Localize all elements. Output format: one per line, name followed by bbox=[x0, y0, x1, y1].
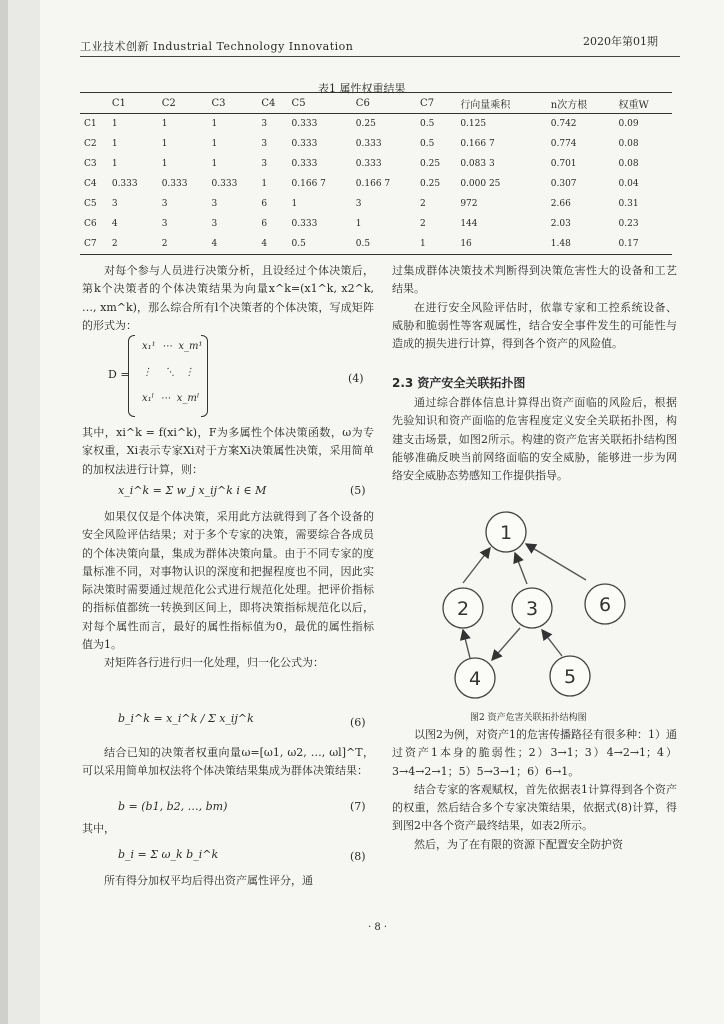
table-row bbox=[80, 174, 672, 194]
table-cell: 0.701 bbox=[550, 159, 577, 169]
table-cell: 1 bbox=[261, 179, 268, 189]
edge-6-1 bbox=[526, 544, 586, 580]
table-cell: 4 bbox=[208, 234, 258, 255]
left-column bbox=[82, 262, 374, 335]
table-cell: 0.166 7 bbox=[291, 179, 326, 189]
equation-7: b = (b1, b2, …, bm) bbox=[118, 800, 228, 813]
page-number: · 8 · bbox=[368, 922, 388, 933]
table-cell: 4 bbox=[111, 219, 118, 229]
table-row bbox=[80, 114, 672, 135]
asset-topology-graph bbox=[430, 508, 660, 708]
table-cell: 3 bbox=[355, 199, 362, 209]
table-cell: 6 bbox=[261, 219, 268, 229]
edge-5-3 bbox=[542, 630, 562, 656]
equation-8: b_i = Σ ω_k b_i^k bbox=[118, 848, 219, 861]
table-cell: 0.5 bbox=[420, 119, 435, 129]
table-cell: 0.333 bbox=[291, 219, 318, 229]
table-cell: C1 bbox=[84, 119, 97, 129]
equation-8-number: (8) bbox=[350, 850, 366, 863]
table-cell: 0.25 bbox=[420, 159, 441, 169]
right-column-2 bbox=[392, 394, 677, 485]
table-cell: 0.307 bbox=[550, 179, 577, 189]
column-header: C4 bbox=[257, 93, 287, 114]
section-heading: 2.3 资产安全关联拓扑图 bbox=[392, 376, 526, 390]
equation-6: b_i^k = x_i^k / Σ x_ij^k bbox=[118, 712, 254, 725]
table-cell: 3 bbox=[261, 119, 268, 129]
table-cell: 3 bbox=[211, 219, 218, 229]
table-cell: 1 bbox=[211, 119, 218, 129]
table-cell: 144 bbox=[460, 219, 478, 229]
table-cell: 1 bbox=[161, 139, 168, 149]
paragraph: 以图2为例，对资产1的危害传播路径有很多种：1）通过资产1本身的脆弱性；2）3→1；3）4→2→1；4）3→4→2→1；5）5→3→1；6）6→1。 bbox=[392, 728, 677, 778]
table-cell: 1 bbox=[111, 119, 118, 129]
table-row bbox=[80, 134, 672, 154]
paragraph: 过集成群体决策技术判断得到决策危害性大的设备和工艺结果。 bbox=[392, 264, 677, 296]
table-cell: 2 bbox=[420, 219, 426, 229]
column-header: n次方根 bbox=[547, 93, 615, 114]
table-cell: 0.742 bbox=[550, 119, 577, 129]
table-cell: 1 bbox=[161, 119, 168, 129]
table-cell: 0.25 bbox=[355, 119, 376, 129]
equation-7-number: (7) bbox=[350, 800, 366, 813]
table-cell: 2.66 bbox=[550, 199, 571, 209]
table-cell: 0.25 bbox=[420, 179, 441, 189]
left-column-2 bbox=[82, 424, 374, 479]
table-cell: C6 bbox=[84, 219, 97, 229]
left-column-3 bbox=[82, 508, 374, 673]
column-header: 权重W bbox=[615, 93, 673, 114]
node-label: 4 bbox=[468, 668, 482, 690]
table-cell: 0.333 bbox=[211, 179, 238, 189]
column-header bbox=[80, 93, 108, 114]
table-cell: 1 bbox=[355, 219, 362, 229]
table-cell: 0.774 bbox=[550, 139, 577, 149]
edge-3-1 bbox=[515, 553, 527, 584]
column-header: C1 bbox=[108, 93, 158, 114]
table-cell: 972 bbox=[460, 199, 478, 209]
table-cell: 0.31 bbox=[618, 199, 639, 209]
table-cell: 0.333 bbox=[291, 119, 318, 129]
table-row bbox=[80, 194, 672, 214]
journal-header: 工业技术创新 Industrial Technology Innovation bbox=[80, 40, 354, 53]
paragraph: 所有得分加权平均后得出资产属性评分，通 bbox=[104, 874, 313, 887]
node-label: 1 bbox=[499, 522, 513, 544]
table-cell: C7 bbox=[80, 234, 108, 255]
table-cell: 0.333 bbox=[355, 139, 382, 149]
table-cell: 1 bbox=[211, 139, 218, 149]
column-header: C2 bbox=[158, 93, 208, 114]
left-column-4 bbox=[82, 744, 374, 781]
table-cell: 0.166 7 bbox=[355, 179, 391, 189]
node-label: 5 bbox=[563, 666, 577, 688]
table-cell: 0.5 bbox=[352, 234, 416, 255]
table-cell: 1 bbox=[211, 159, 218, 169]
paragraph: 结合专家的客观赋权，首先依据表1计算得到各个资产的权重，然后结合多个专家决策结果，依据式(8)计算，得到图2中各个资产最终结果，如表2所示。 bbox=[392, 782, 677, 833]
header-rule bbox=[80, 56, 680, 57]
decision-matrix: x₁¹ ⋯ x_m¹ ⋮ ⋱ ⋮ x₁ˡ ⋯ x_mˡ bbox=[128, 335, 208, 415]
table-cell: C2 bbox=[84, 139, 97, 149]
table-cell: 3 bbox=[161, 199, 168, 209]
paragraph: 结合已知的决策者权重向量ω=[ω1, ω2, …, ωl]^T，可以采用简单加权法将个体决策结果集成为群体决策结果： bbox=[82, 746, 374, 778]
table-cell: 3 bbox=[161, 219, 168, 229]
left-column-5 bbox=[82, 872, 374, 890]
table-cell: 0.333 bbox=[161, 179, 188, 189]
table-cell: 0.5 bbox=[288, 234, 352, 255]
table-title: 表1 属性权重结果 bbox=[318, 82, 406, 95]
table-cell: 2 bbox=[158, 234, 208, 255]
table-cell: 1 bbox=[111, 139, 118, 149]
attribute-weight-table bbox=[80, 92, 672, 255]
table-cell: 0.5 bbox=[420, 139, 435, 149]
table-cell: 3 bbox=[111, 199, 118, 209]
table-cell: 6 bbox=[261, 199, 268, 209]
table-cell: 0.333 bbox=[355, 159, 382, 169]
table-cell: 3 bbox=[261, 159, 268, 169]
table-cell: 0.333 bbox=[291, 139, 318, 149]
edge-3-4 bbox=[492, 628, 520, 660]
edge-4-2 bbox=[463, 630, 470, 658]
table-cell: 3 bbox=[211, 199, 218, 209]
table-cell: 0.333 bbox=[291, 159, 318, 169]
table-row bbox=[80, 214, 672, 234]
equation-6-number: (6) bbox=[350, 716, 366, 729]
equation-4-number: (4) bbox=[348, 372, 364, 385]
paragraph: 然后，为了在有限的资源下配置安全防护资 bbox=[414, 837, 623, 851]
node-label: 2 bbox=[456, 598, 470, 620]
table-header-row bbox=[80, 93, 672, 114]
paragraph: 其中，xi^k = f(xi^k)，F为多属性个体决策函数，ω为专家权重，Xi表示专家Xi对于方案Xi决策属性决策，采用简单的加权法进行计算，则： bbox=[82, 426, 374, 476]
column-header: 行向量乘积 bbox=[456, 93, 546, 114]
table-cell: 0.17 bbox=[615, 234, 673, 255]
paragraph: 对矩阵各行进行归一化处理，归一化公式为： bbox=[104, 656, 324, 670]
equation-5: x_i^k = Σ w_j x_ij^k i ∈ M bbox=[118, 484, 267, 497]
table-cell: 0.333 bbox=[111, 179, 138, 189]
table-row bbox=[80, 154, 672, 174]
column-header: C7 bbox=[416, 93, 456, 114]
table-cell: 0.23 bbox=[618, 219, 639, 229]
equation-4-label: D = bbox=[108, 368, 130, 381]
table-cell: 1.48 bbox=[547, 234, 615, 255]
right-column-3 bbox=[392, 726, 677, 854]
table-cell: C5 bbox=[84, 199, 97, 209]
table-cell: 0.000 25 bbox=[460, 179, 501, 189]
matrix-left-bracket bbox=[128, 335, 135, 417]
paragraph: 对每个参与人员进行决策分析，且设经过个体决策后，第k个决策者的个体决策结果为向量x^k=(x1^k, x2^k, …, xm^k)，那么综合所有l个决策者的个体决策，写成矩阵的形式为： bbox=[82, 264, 374, 332]
table-cell: 0.09 bbox=[618, 119, 639, 129]
table-cell: 0.08 bbox=[618, 139, 639, 149]
table-row bbox=[80, 234, 672, 255]
table-cell: C4 bbox=[84, 179, 97, 189]
table-cell: 0.04 bbox=[618, 179, 639, 189]
table-cell: 2 bbox=[108, 234, 158, 255]
node-label: 3 bbox=[525, 598, 539, 620]
column-header: C5 bbox=[288, 93, 352, 114]
equation-5-number: (5) bbox=[350, 484, 366, 497]
table-cell: 0.08 bbox=[618, 159, 639, 169]
figure-caption: 图2 资产危害关联拓扑结构图 bbox=[470, 713, 587, 723]
table-cell: 3 bbox=[261, 139, 268, 149]
table-cell: 4 bbox=[257, 234, 287, 255]
column-header: C3 bbox=[208, 93, 258, 114]
right-column bbox=[392, 262, 677, 353]
page-edge bbox=[0, 0, 8, 1024]
table-cell: 0.083 3 bbox=[460, 159, 495, 169]
where-label: 其中， bbox=[82, 822, 115, 835]
table-cell: 1 bbox=[111, 159, 118, 169]
table-cell: 1 bbox=[161, 159, 168, 169]
table-cell: 2.03 bbox=[550, 219, 571, 229]
paragraph: 在进行安全风险评估时，依靠专家和工控系统设备、威胁和脆弱性等客观属性，结合安全事件发生的可能性与造成的损失进行计算，得到各个资产的风险值。 bbox=[392, 300, 677, 351]
paragraph: 如果仅仅是个体决策，采用此方法就得到了各个设备的安全风险评估结果；对于多个专家的决策，需要综合各成员的个体决策向量，集成为群体决策向量。由于不同专家的度量标准不同，对事物认识的深度和把握程度也不同，因此实际决策时需要通过规范化公式进行规范化处理。把评价指标的指标值都统一转换到区间上，即将决策指标规范化以后，对每个属性而言，最好的属性指标值为0，最优的属性指标值为1。 bbox=[82, 510, 374, 652]
node-label: 6 bbox=[598, 594, 612, 616]
column-header: C6 bbox=[352, 93, 416, 114]
table-cell: 1 bbox=[416, 234, 456, 255]
edge-2-1 bbox=[463, 548, 490, 583]
table-cell: 0.125 bbox=[460, 119, 487, 129]
paragraph: 通过综合群体信息计算得出资产面临的风险后，根据先验知识和资产面临的危害程度定义安全关联拓扑图，构建支击场景，如图2所示。构建的资产危害关联拓扑结构图能够准确反映当前网络面临的安全威胁，能够进一步为网络安全威胁态势感知工作提供指导。 bbox=[392, 396, 677, 483]
table-cell: 1 bbox=[291, 199, 298, 209]
table-cell: 2 bbox=[420, 199, 426, 209]
table-cell: 16 bbox=[456, 234, 546, 255]
table-cell: C3 bbox=[84, 159, 97, 169]
issue-label: 2020年第01期 bbox=[583, 35, 658, 48]
table-cell: 0.166 7 bbox=[460, 139, 495, 149]
